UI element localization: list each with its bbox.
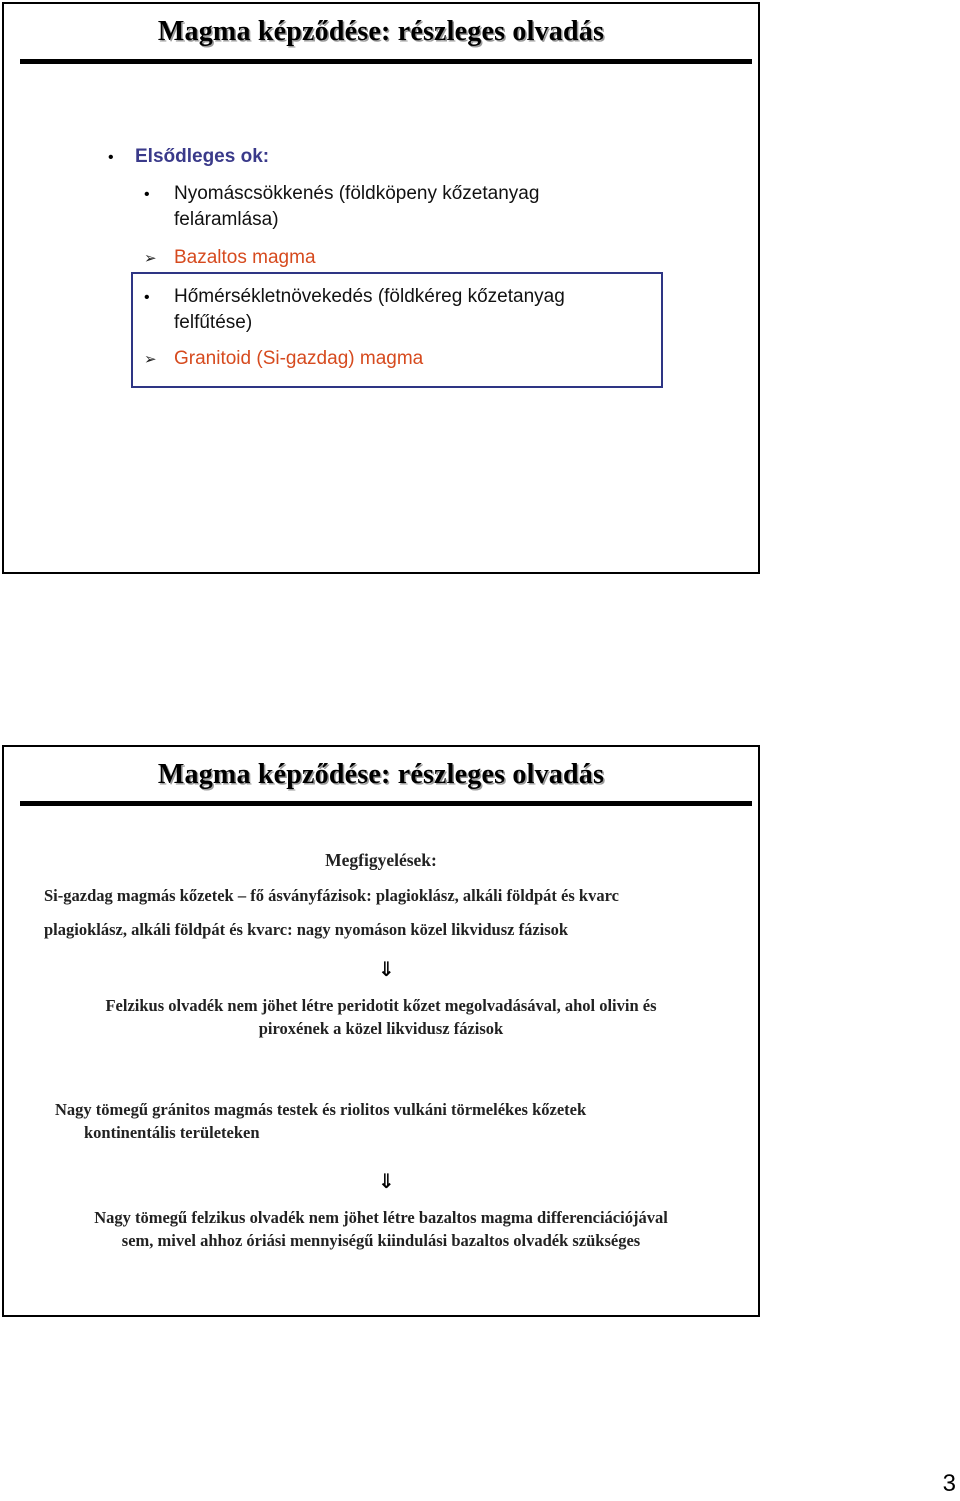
down-arrow-icon: ⇓ [378,957,395,981]
result-text: Granitoid (Si-gazdag) magma [174,348,424,369]
observation-line: plagioklász, alkáli földpát és kvarc: nagy nyomáson közel likvidusz fázisok [44,920,569,939]
observation-line: Nagy tömegű gránitos magmás testek és riolitos vulkáni törmelékes kőzetek [55,1100,587,1119]
slide-1 [2,2,760,574]
page-number: 3 [942,1470,956,1497]
bullet-icon: • [108,149,114,166]
conclusion-line: Nagy tömegű felzikus olvadék nem jöhet létre bazaltos magma differenciációjával [94,1208,668,1227]
result-text: Bazaltos magma [174,247,316,268]
arrow-bullet-icon: ➢ [144,249,157,267]
conclusion-line: sem, mivel ahhoz óriási mennyiségű kiindulási bazaltos olvadék szükséges [121,1231,641,1250]
conclusion-line: Felzikus olvadék nem jöhet létre peridotit kőzet megolvadásával, ahol olivin és [105,996,657,1015]
list-item-text: Nyomáscsökkenés (földköpeny kőzetanyag [174,183,540,204]
slide-2 [2,745,760,1317]
arrow-bullet-icon: ➢ [144,350,157,368]
slide-title: Magma képződése: részleges olvadás [157,16,605,47]
title-underline [20,801,752,806]
list-item-text: felfűtése) [174,312,253,333]
list-heading: Elsődleges ok: [135,146,270,167]
conclusion-line: piroxének a közel likvidusz fázisok [258,1019,504,1038]
observations-heading: Megfigyelések: [325,850,437,870]
down-arrow-icon: ⇓ [378,1169,395,1193]
title-underline [20,59,752,64]
slide-title: Magma képződése: részleges olvadás [157,759,605,790]
observation-line: Si-gazdag magmás kőzetek – fő ásványfázisok: plagioklász, alkáli földpát és kvarc [44,886,619,905]
observation-line: kontinentális területeken [84,1123,260,1142]
bullet-icon: • [144,186,150,203]
list-item-text: Hőmérsékletnövekedés (földkéreg kőzetanyag [174,286,565,307]
bullet-icon: • [144,289,150,306]
list-item-text: feláramlása) [174,209,279,230]
